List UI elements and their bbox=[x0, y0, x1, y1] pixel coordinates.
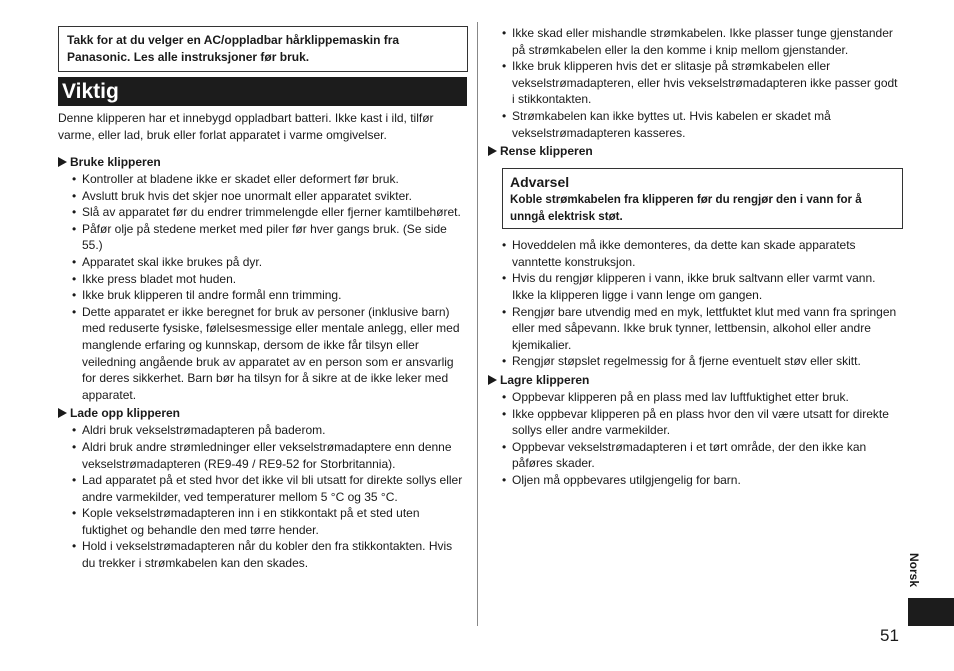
list-item: • Hoveddelen må ikke demonteres, da dette kan skade apparatets vanntette konstruksjon. bbox=[502, 238, 856, 269]
intro-paragraph: Denne klipperen har et innebygd oppladbart batteri. Ikke kast i ild, tilfør varme, eller lad, bruk eller forlat apparatet i varme omgivelser. bbox=[58, 111, 434, 142]
list-item: • Ikke press bladet mot huden. bbox=[72, 271, 237, 286]
bullet-list-bruke bbox=[58, 171, 468, 403]
list-item: • Oppbevar vekselstrømadapteren i et tørt område, der den ikke kan påføres skader. bbox=[502, 439, 867, 471]
list-item: • Ikke bruk klipperen hvis det er slitasje på strømkabelen eller vekselstrømadapteren, eller hvis vekselstrømadapteren ikke passer godt i stikkontakten. bbox=[502, 59, 898, 107]
list-item: • Dette apparatet er ikke beregnet for bruk av personer (inklusive barn) med reduserte fysiske, følelsesmessige eller mentale anlegg, eller med manglende erfaring og kunnskap, dersom de ikke får tilsyn eller veiledning angående bruk av apparatet av en person som er ansvarlig for deres sikkerhet. Barn bør ha tilsyn for å sikre at de ikke leker med apparatet. bbox=[72, 304, 460, 402]
bullet-list-lade bbox=[58, 422, 468, 571]
section-title-lade: Lade opp klipperen bbox=[58, 405, 468, 422]
list-item: • Hold i vekselstrømadapteren når du kobler den fra stikkontakten. Hvis du trekker i strømkabelen kan den skades. bbox=[72, 539, 453, 571]
triangle-bullet-icon bbox=[58, 408, 67, 418]
list-item: • Oljen må oppbevares utilgjengelig for barn. bbox=[502, 472, 741, 487]
list-item: • Aldri bruk vekselstrømadapteren på baderom. bbox=[72, 423, 326, 438]
list-item: • Rengjør bare utvendig med en myk, lettfuktet klut med vann fra springen eller med såpevann. Ikke bruk tynner, lettbensin, alkohol eller andre kjemikalier. bbox=[502, 304, 897, 352]
warning-text: Koble strømkabelen fra klipperen før du rengjør den i vann for å unngå elektrisk støt. bbox=[510, 193, 862, 224]
triangle-bullet-icon bbox=[488, 375, 497, 385]
intro-box: Takk for at du velger en AC/oppladbar hårklippemaskin fra Panasonic. Les alle instruksjoner før bruk. bbox=[58, 26, 468, 72]
list-item: • Ikke bruk klipperen til andre formål enn trimming. bbox=[72, 288, 342, 303]
left-body bbox=[58, 110, 468, 572]
list-item: • Apparatet skal ikke brukes på dyr. bbox=[72, 254, 263, 269]
page-number: 51 bbox=[880, 626, 899, 645]
right-body bbox=[488, 25, 898, 488]
list-item: • Slå av apparatet før du endrer trimmelengde eller fjerner kamtilbehøret. bbox=[72, 205, 461, 220]
triangle-bullet-icon bbox=[488, 146, 497, 156]
list-item: • Påfør olje på stedene merket med piler før hver gangs bruk. (Se side 55.) bbox=[72, 221, 447, 253]
bullet-list-cable bbox=[488, 25, 898, 141]
list-item: • Oppbevar klipperen på en plass med lav luftfuktighet etter bruk. bbox=[502, 389, 849, 404]
list-item: • Hvis du rengjør klipperen i vann, ikke bruk saltvann eller varmt vann. Ikke la klipperen ligge i vann lenge om gangen. bbox=[502, 271, 876, 302]
list-item: • Lad apparatet på et sted hvor det ikke vil bli utsatt for direkte sollys eller andre varmekilder, ved temperaturer mellom 5 °C og 35 °C. bbox=[72, 473, 463, 504]
language-tab bbox=[908, 598, 954, 626]
list-item: • Strømkabelen kan ikke byttes ut. Hvis kabelen er skadet må vekselstrømadapteren kasseres. bbox=[502, 108, 831, 140]
section-title-lagre: Lagre klipperen bbox=[488, 372, 898, 389]
warning-box bbox=[502, 168, 903, 229]
section-title-rense: Rense klipperen bbox=[488, 143, 898, 160]
section-title-bruke: Bruke klipperen bbox=[58, 154, 468, 171]
list-item: • Kople vekselstrømadapteren inn i en stikkontakt på et sted uten fuktighet og behandle den med tørre hender. bbox=[72, 506, 420, 537]
language-tab-label: Norsk bbox=[907, 552, 921, 588]
bullet-list-lagre bbox=[488, 389, 898, 489]
list-item: • Avslutt bruk hvis det skjer noe unormalt eller apparatet svikter. bbox=[72, 188, 412, 203]
list-item: • Ikke oppbevar klipperen på en plass hvor den vil være utsatt for direkte sollys eller andre varmekilder. bbox=[502, 406, 889, 438]
warning-title: Advarsel bbox=[510, 174, 570, 191]
column-divider bbox=[477, 22, 478, 626]
section-heading-viktig: Viktig bbox=[58, 77, 467, 106]
list-item: • Ikke skad eller mishandle strømkabelen. Ikke plasser tunge gjenstander på strømkabelen eller la den komme i knip mellom gjenstander. bbox=[502, 26, 893, 57]
list-item: • Rengjør støpslet regelmessig for å fjerne eventuelt støv eller skitt. bbox=[502, 354, 861, 369]
bullet-list-rense bbox=[488, 237, 898, 370]
list-item: • Kontroller at bladene ikke er skadet eller deformert før bruk. bbox=[72, 172, 399, 186]
triangle-bullet-icon bbox=[58, 157, 67, 167]
list-item: • Aldri bruk andre strømledninger eller vekselstrømadaptere enn denne vekselstrømadapteren (RE9-49 / RE9-52 for Storbritannia). bbox=[72, 439, 452, 471]
